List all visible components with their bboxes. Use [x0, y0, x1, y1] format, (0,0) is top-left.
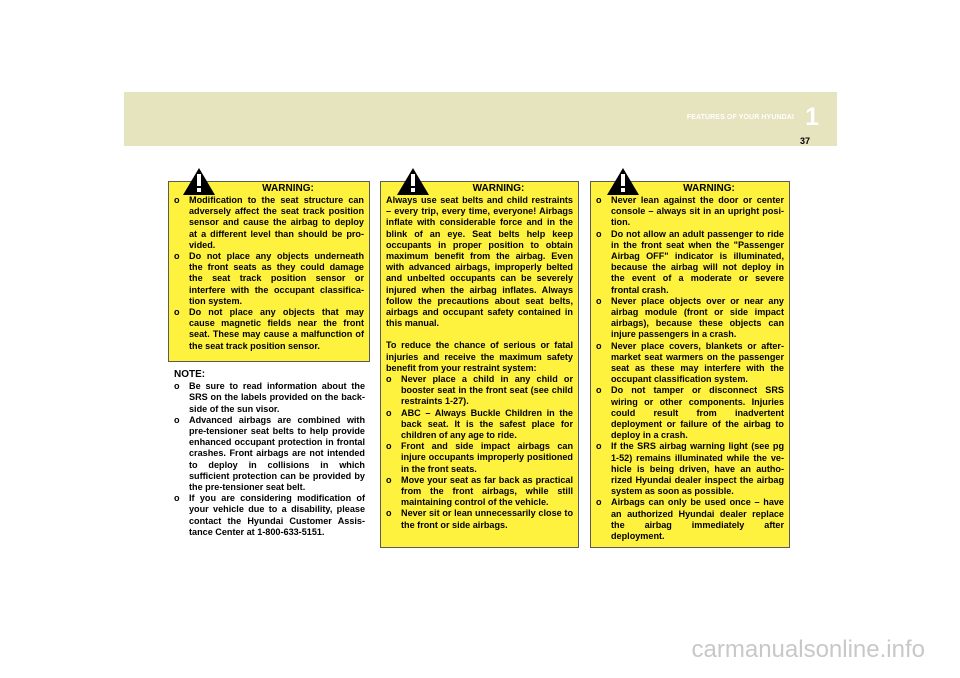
bullet: o: [174, 493, 180, 504]
bullet: o: [174, 307, 180, 318]
bullet: o: [174, 195, 180, 205]
note-section: [174, 369, 365, 538]
note-title: NOTE:: [174, 369, 206, 380]
bullet: o: [596, 195, 602, 205]
list-item: o Never lean against the door or center console – always sit in an upright posi-tion.: [596, 195, 784, 228]
bullet: o: [174, 381, 180, 392]
middle-warning-box: [380, 181, 579, 548]
bullet: o: [596, 340, 602, 351]
warning-triangle-icon: [397, 168, 429, 195]
list-item: o ABC – Always Buckle Children in the back seat. It is the safest place for children of any age to ride.: [386, 407, 573, 441]
warning-triangle-icon: [183, 168, 215, 195]
warning-title: WARNING:: [472, 183, 525, 194]
page-number: 37: [799, 136, 810, 146]
bullet: o: [596, 441, 602, 452]
bullet: o: [596, 228, 602, 239]
bullet: o: [174, 414, 180, 425]
list-item: o Move your seat as far back as practical from the front airbags, while still maintaining control of the vehicle.: [386, 474, 573, 508]
section-number: 1: [805, 103, 819, 131]
list-item: o Advanced airbags are combined with pre-tensioner seat belts to help provide enhanced occupant protection in frontal crashes. Front airbags are not intended to deploy in collisions in which sufficient protection can be provided by the pre-tensioner seat belt.: [174, 414, 365, 493]
list-item: o Be sure to read information about the SRS on the labels provided on the back-side of the sun visor.: [174, 381, 365, 414]
right-warning-box: [590, 181, 790, 548]
list-item: o Never place objects over or near any airbag module (front or side impact airbags), because these objects can injure passengers in a crash.: [596, 295, 784, 340]
section-title: FEATURES OF YOUR HYUNDAI: [686, 114, 794, 121]
bullet: o: [596, 497, 602, 508]
list-item: o Do not allow an adult passenger to ride in the front seat when the "Passenger Airbag OFF" indicator is illuminated, because the airbag will not deploy in the event of a moderate or severe frontal crash.: [596, 228, 784, 295]
list-item: o Modification to the seat structure can adversely affect the seat track position sensor and cause the airbag to deploy at a different level than should be pro-vided.: [174, 195, 364, 250]
warning-paragraph: Always use seat belts and child restraints – every trip, every time, everyone! Airbags inflate with considerable force and in the blink of an eye. Seat belts help keep occupants in proper position to obtain maximum benefit from the airbag. Even with advanced airbags, improperly belted and unbelted occupants can be severely injured when the airbag inflates. Always follow the precautions about seat belts, airbags and occupant safety contained in this manual.: [386, 195, 573, 329]
list-item: o Do not tamper or disconnect SRS wiring or other components. Injuries could result from inadvertent deployment or failure of the airbag to deploy in a crash.: [596, 385, 784, 441]
bullet: o: [386, 374, 392, 385]
list-item: o Never sit or lean unnecessarily close to the front or side airbags.: [386, 508, 573, 530]
list-item: o Never place covers, blankets or after-market seat warmers on the passenger seat as these may interfere with the occupant classification system.: [596, 340, 784, 385]
list-item: o Do not place any objects underneath the front seats as they could damage the seat track position sensor or interfere with the occupant classifica-tion system.: [174, 251, 364, 306]
warning-triangle-icon: [607, 168, 639, 195]
list-item: o If the SRS airbag warning light (see pg 1-52) remains illuminated while the ve-hicle is being driven, have an autho-rized Hyundai dealer inspect the airbag system as soon as possible.: [596, 441, 784, 497]
bullet: o: [386, 474, 392, 485]
watermark: carmanualsonline.info: [691, 636, 925, 663]
list-item: o Never place a child in any child or booster seat in the front seat (see child restraints 1-27).: [386, 374, 573, 407]
bullet: o: [596, 385, 602, 396]
bullet: o: [386, 508, 392, 519]
bullet: o: [174, 251, 180, 262]
warning-title: WARNING:: [683, 183, 735, 194]
warning-title: WARNING:: [262, 183, 314, 194]
left-warning-box: [168, 181, 370, 362]
bullet: o: [386, 441, 392, 452]
list-item: o Do not place any objects that may cause magnetic fields near the front seat. These may cause a malfunction of the seat track position sensor.: [174, 307, 364, 351]
list-item: o Airbags can only be used once – have an authorized Hyundai dealer replace the airbag immediately after deployment.: [596, 497, 784, 542]
list-item: o If you are considering modification of your vehicle due to a disability, please contact the Hyundai Customer Assis-tance Center at 1-800-633-5151.: [174, 493, 365, 537]
bullet: o: [596, 295, 602, 306]
warning-paragraph: To reduce the chance of serious or fatal injuries and receive the maximum safety benefit from your restraint system:: [386, 340, 573, 373]
list-item: o Front and side impact airbags can injure occupants improperly positioned in the front seats.: [386, 441, 573, 474]
bullet: o: [386, 407, 392, 418]
